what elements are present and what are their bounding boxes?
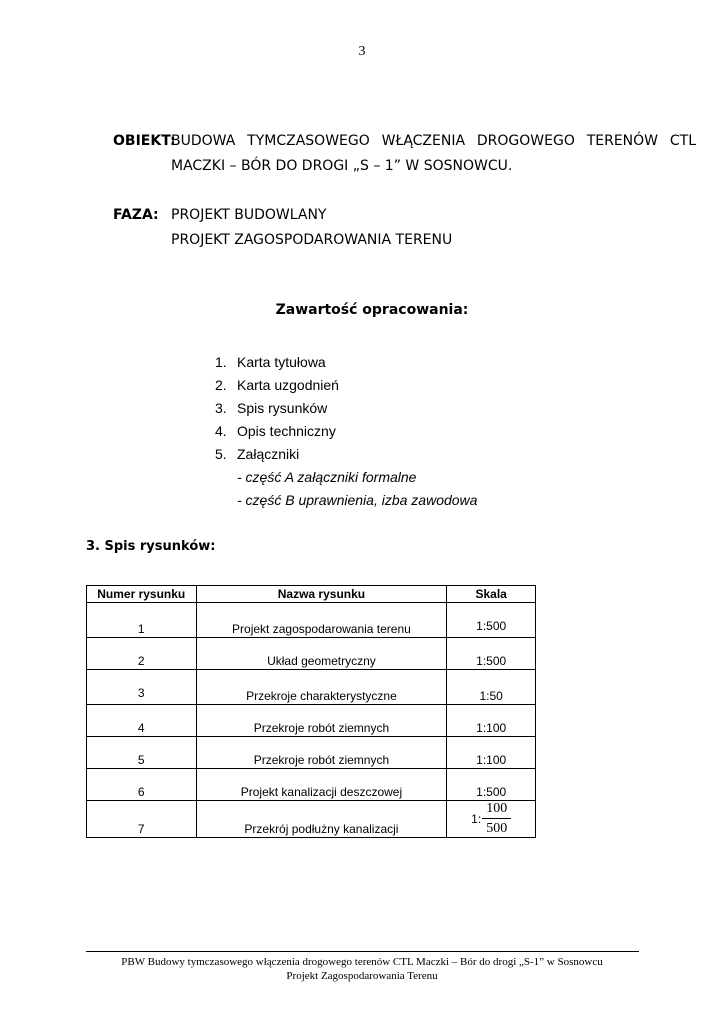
page-number: 3 [358, 44, 366, 59]
list-subitem: - część A załączniki formalne [237, 469, 417, 485]
table-row [87, 705, 536, 737]
cell-scale [447, 801, 536, 838]
cell-name: Układ geometryczny [196, 638, 447, 670]
phase-line-1: PROJEKT BUDOWLANY [171, 207, 327, 223]
list-item-number: 1. [215, 354, 227, 370]
table-row [87, 638, 536, 670]
cell-name: Przekroje charakterystyczne [196, 670, 447, 705]
cell-number: 5 [87, 737, 197, 769]
list-item [215, 354, 477, 377]
list-item [215, 446, 477, 469]
scale-fraction [471, 801, 511, 837]
cell-name: Przekroje robót ziemnych [196, 705, 447, 737]
list-item-number: 4. [215, 423, 227, 439]
phase-label: FAZA: [113, 207, 159, 223]
list-item-number: 3. [215, 400, 227, 416]
table-row [87, 737, 536, 769]
cell-number: 1 [87, 603, 197, 638]
section-heading: 3. Spis rysunków: [86, 539, 216, 554]
header-name: Nazwa rysunku [196, 586, 447, 603]
contents-title: Zawartość opracowania: [275, 302, 469, 318]
footer-divider [86, 951, 639, 952]
cell-scale: 1:500 [447, 769, 536, 801]
cell-number: 7 [87, 801, 197, 838]
cell-scale: 1:100 [447, 705, 536, 737]
list-item [215, 377, 477, 400]
table-row [87, 670, 536, 705]
table-row [87, 801, 536, 838]
cell-scale: 1:50 [447, 670, 536, 705]
object-line-1: BUDOWA TYMCZASOWEGO WŁĄCZENIA DROGOWEGO TERENÓW CTL [171, 133, 696, 149]
list-item-text: Spis rysunków [237, 400, 328, 416]
list-item-text: Opis techniczny [237, 423, 336, 439]
list-item-number: 2. [215, 377, 227, 393]
cell-scale: 1:500 [447, 603, 536, 638]
scale-fraction-denominator: 500 [486, 821, 508, 836]
list-item [215, 423, 477, 446]
list-subitem: - część B uprawnienia, izba zawodowa [237, 492, 478, 508]
footer-line-1: PBW Budowy tymczasowego włączenia drogowego terenów CTL Maczki – Bór do drogi „S-1” w Sosnowcu [121, 956, 603, 968]
table-header-row [87, 586, 536, 603]
table-row [87, 603, 536, 638]
cell-name: Projekt kanalizacji deszczowej [196, 769, 447, 801]
list-item-number: 5. [215, 446, 227, 462]
cell-name: Przekrój podłużny kanalizacji [196, 801, 447, 838]
scale-fraction-numerator: 100 [482, 801, 511, 819]
cell-number: 4 [87, 705, 197, 737]
cell-scale: 1:500 [447, 638, 536, 670]
phase-line-2: PROJEKT ZAGOSPODAROWANIA TERENU [171, 232, 453, 248]
list-item-text: Karta uzgodnień [237, 377, 339, 393]
list-item-text: Załączniki [237, 446, 300, 462]
footer-line-2: Projekt Zagospodarowania Terenu [286, 970, 438, 982]
cell-name: Projekt zagospodarowania terenu [196, 603, 447, 638]
cell-number: 2 [87, 638, 197, 670]
contents-list [215, 354, 477, 515]
cell-number: 3 [87, 670, 197, 705]
footer [0, 955, 724, 983]
drawings-table [86, 585, 536, 838]
list-item [215, 400, 477, 423]
scale-fraction-prefix: 1: [471, 812, 482, 826]
object-line-2: MACZKI – BÓR DO DROGI „S – 1” W SOSNOWCU. [171, 158, 513, 174]
cell-scale: 1:100 [447, 737, 536, 769]
list-item-text: Karta tytułowa [237, 354, 326, 370]
cell-name: Przekroje robót ziemnych [196, 737, 447, 769]
header-scale: Skala [447, 586, 536, 603]
header-number: Numer rysunku [87, 586, 197, 603]
object-label: OBIEKT: [113, 133, 176, 149]
table-row [87, 769, 536, 801]
cell-number: 6 [87, 769, 197, 801]
